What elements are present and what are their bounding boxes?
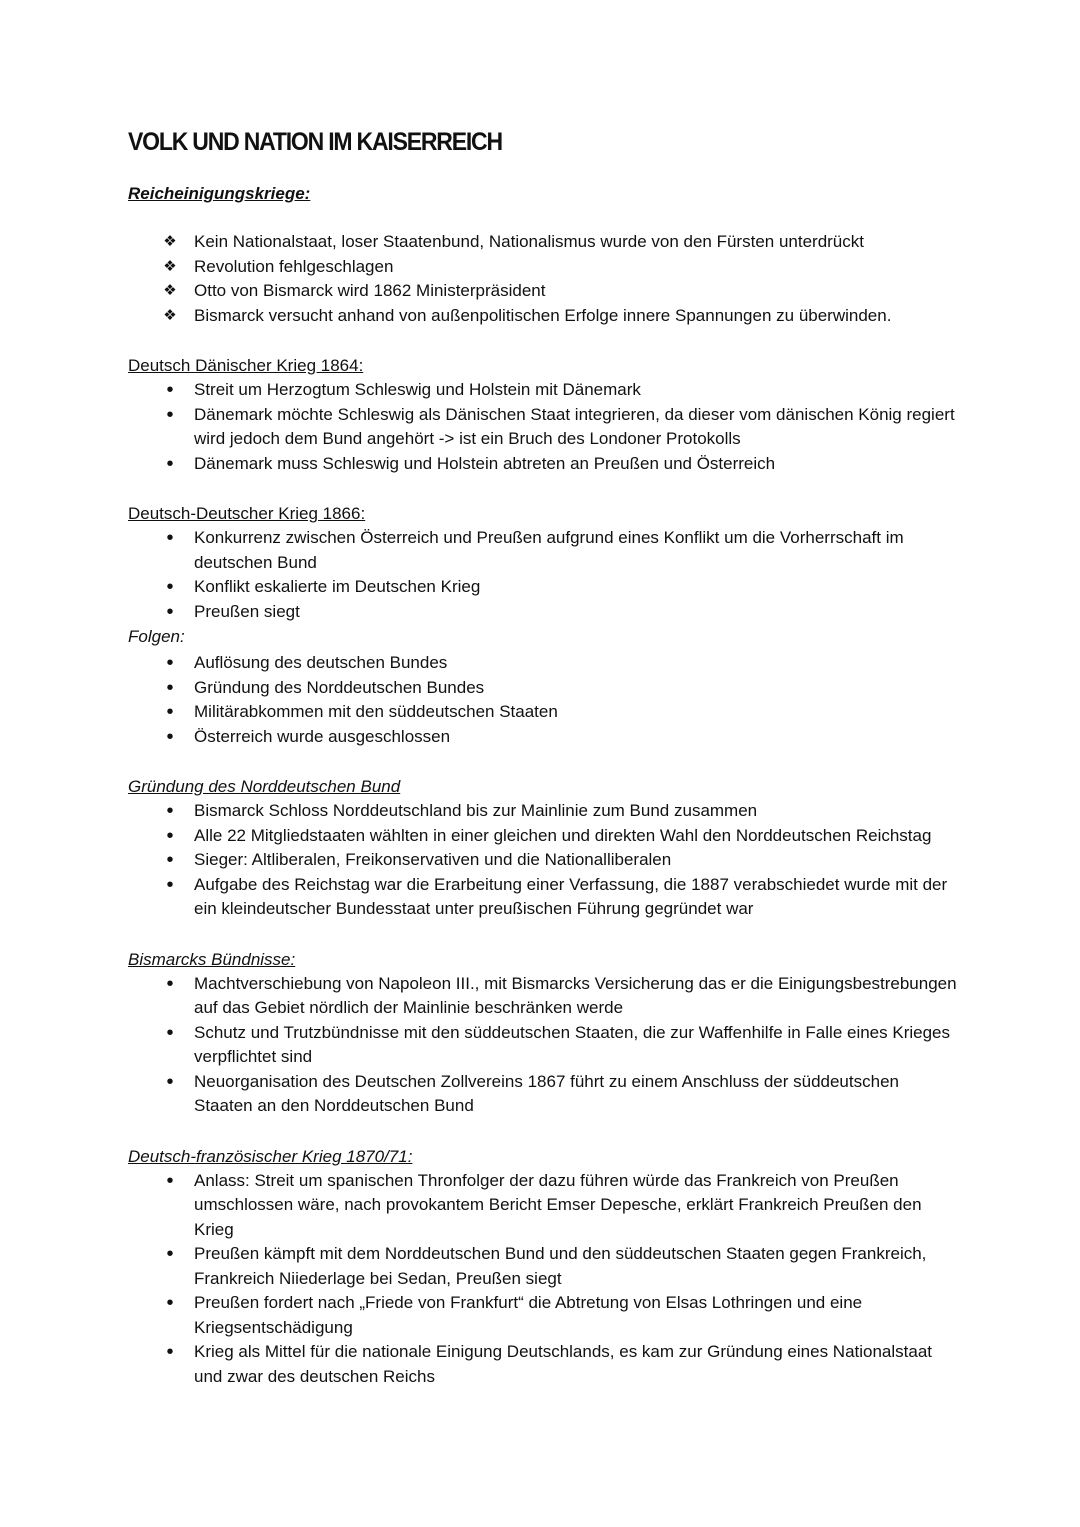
list-item: • Neuorganisation des Deutschen Zollvereins 1867 führt zu einem Anschluss der süddeutschen Staaten an den Norddeutschen Bund <box>128 1070 958 1119</box>
section-heading-reicheinigungskriege: Reicheinigungskriege: <box>128 184 311 203</box>
bullet-dot-icon: • <box>166 849 174 871</box>
bullet-dot-icon: • <box>166 1341 174 1363</box>
bullet-dot-icon: • <box>166 1169 174 1192</box>
bullet-dot-icon: • <box>166 800 174 822</box>
list-item: • Bismarck Schloss Norddeutschland bis zur Mainlinie zum Bund zusammen <box>128 799 958 824</box>
list-item: • Sieger: Altliberalen, Freikonservativen und die Nationalliberalen <box>128 848 958 873</box>
bullet-dot-icon: • <box>166 701 174 723</box>
bullet-dot-icon: • <box>166 873 174 896</box>
bullet-dot-icon: • <box>166 1243 174 1265</box>
list-item: • Aufgabe des Reichstag war die Erarbeitung einer Verfassung, die 1887 verabschiedet wurde mit der ein kleindeutscher Bundesstaat unter preußischen Führung gegründet war <box>128 873 958 922</box>
bullet-dot-icon: • <box>166 600 174 623</box>
bullet-dot-icon: • <box>166 1070 174 1093</box>
section-heading-buendnisse: Bismarcks Bündnisse: <box>128 949 296 969</box>
document-page <box>128 124 958 1389</box>
bullet-dot-icon: • <box>166 379 174 401</box>
list-item: • Alle 22 Mitgliedstaaten wählten in einer gleichen und direkten Wahl den Norddeutschen Reichstag <box>128 824 958 849</box>
list-item: • Konkurrenz zwischen Österreich und Preußen aufgrund eines Konflikt um die Vorherrschaft im deutschen Bund <box>128 526 958 575</box>
list-norddeutscher-bund <box>128 799 958 922</box>
folgen-label: Folgen: <box>128 627 185 646</box>
list-item: • Schutz und Trutzbündnisse mit den süddeutschen Staaten, die zur Waffenhilfe in Falle eines Krieges verpflichtet sind <box>128 1021 958 1070</box>
page-title: VOLK UND NATION IM KAISERREICH <box>128 128 502 156</box>
section-heading-norddeutscher-bund: Gründung des Norddeutschen Bund <box>128 777 401 796</box>
list-item: • Streit um Herzogtum Schleswig und Holstein mit Dänemark <box>128 378 958 403</box>
bullet-dot-icon: • <box>166 676 174 699</box>
list-item: • Machtverschiebung von Napoleon III., mit Bismarcks Versicherung das er die Einigungsbestrebungen auf das Gebiet nördlich der Mainlinie beschränken werde <box>128 972 958 1021</box>
bullet-dot-icon: • <box>166 1021 174 1044</box>
four-diamond-icon: ❖ <box>163 233 177 250</box>
list-item: ❖ Revolution fehlgeschlagen <box>128 255 958 280</box>
bullet-dot-icon: • <box>166 824 174 847</box>
list-item: • Auflösung des deutschen Bundes <box>128 651 958 676</box>
list-item: ❖ Otto von Bismarck wird 1862 Ministerpräsident <box>128 279 958 304</box>
list-franzoesischer-krieg <box>128 1169 958 1390</box>
bullet-dot-icon: • <box>166 452 174 475</box>
bullet-dot-icon: • <box>166 1292 174 1314</box>
list-buendnisse <box>128 972 958 1119</box>
list-item: • Militärabkommen mit den süddeutschen Staaten <box>128 700 958 725</box>
list-item: • Dänemark muss Schleswig und Holstein abtreten an Preußen und Österreich <box>128 452 958 477</box>
four-diamond-icon: ❖ <box>163 282 177 299</box>
list-folgen <box>128 651 958 749</box>
list-item: • Konflikt eskalierte im Deutschen Krieg <box>128 575 958 600</box>
list-reicheinigungskriege <box>128 230 958 328</box>
list-item: • Krieg als Mittel für die nationale Einigung Deutschlands, es kam zur Gründung eines Nationalstaat und zwar des deutschen Reichs <box>128 1340 958 1389</box>
bullet-dot-icon: • <box>166 527 174 549</box>
list-item: • Preußen fordert nach „Friede von Frankfurt“ die Abtretung von Elsas Lothringen und eine Kriegsentschädigung <box>128 1291 958 1340</box>
section-heading-franzoesischer-krieg: Deutsch-französischer Krieg 1870/71: <box>128 1146 413 1166</box>
list-daenischer-krieg <box>128 378 958 476</box>
list-item: ❖ Bismarck versucht anhand von außenpolitischen Erfolge innere Spannungen zu überwinden. <box>128 304 958 329</box>
bullet-dot-icon: • <box>166 403 174 426</box>
list-deutsch-deutscher-krieg <box>128 526 958 624</box>
bullet-dot-icon: • <box>166 652 174 674</box>
list-item: • Preußen kämpft mit dem Norddeutschen Bund und den süddeutschen Staaten gegen Frankreich, Frankreich Niiederlage bei Sedan, Preußen siegt <box>128 1242 958 1291</box>
bullet-dot-icon: • <box>166 972 174 995</box>
four-diamond-icon: ❖ <box>163 257 177 275</box>
list-item: ❖ Kein Nationalstaat, loser Staatenbund, Nationalismus wurde von den Fürsten unterdrückt <box>128 230 958 255</box>
section-heading-daenischer-krieg: Deutsch Dänischer Krieg 1864: <box>128 356 364 375</box>
list-item: • Anlass: Streit um spanischen Thronfolger der dazu führen würde das Frankreich von Preußen umschlossen wäre, nach provokantem Bericht Emser Depesche, erklärt Frankreich Preußen den Krieg <box>128 1169 958 1243</box>
four-diamond-icon: ❖ <box>163 306 177 324</box>
list-item: • Dänemark möchte Schleswig als Dänischen Staat integrieren, da dieser vom dänischen König regiert wird jedoch dem Bund angehört -> ist ein Bruch des Londoner Protokolls <box>128 403 958 452</box>
bullet-dot-icon: • <box>166 725 174 748</box>
section-heading-deutsch-deutscher-krieg: Deutsch-Deutscher Krieg 1866: <box>128 504 366 523</box>
list-item: • Österreich wurde ausgeschlossen <box>128 725 958 750</box>
list-item: • Gründung des Norddeutschen Bundes <box>128 676 958 701</box>
bullet-dot-icon: • <box>166 576 174 598</box>
list-item: • Preußen siegt <box>128 600 958 625</box>
